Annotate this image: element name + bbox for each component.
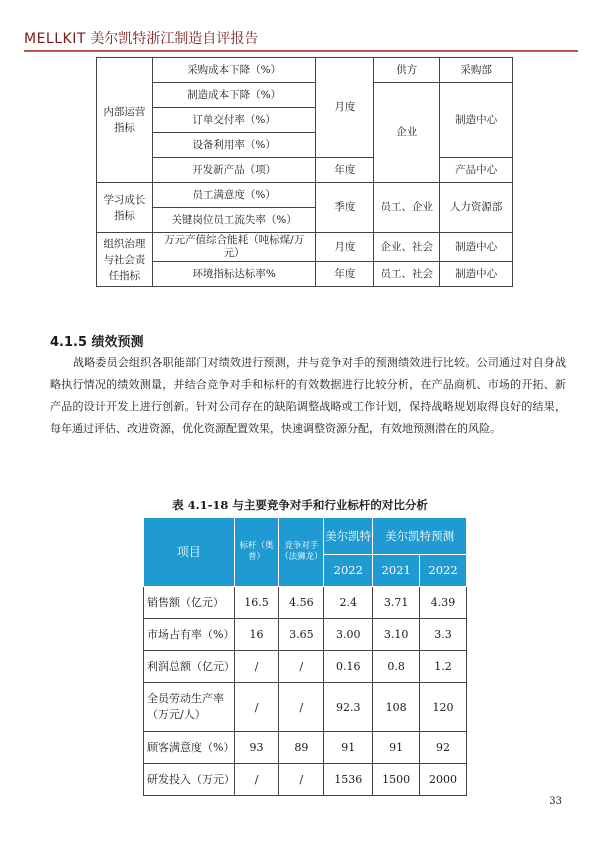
cell-forecast-2021: 3.10 <box>373 619 420 651</box>
table-row <box>144 619 467 651</box>
section-heading <box>50 331 144 350</box>
cell-company: 92.3 <box>324 683 373 732</box>
group-cell: 组织治理与社会责任指标 <box>97 233 153 287</box>
table-row <box>97 58 513 83</box>
row-item: 利润总额（亿元） <box>144 651 235 683</box>
indicator-cell: 设备利用率（%） <box>152 133 316 158</box>
period-cell: 年度 <box>316 158 374 183</box>
cell-competitor: / <box>279 683 324 732</box>
header-company-year: 2022 <box>324 555 373 587</box>
cell-company: 1536 <box>324 764 373 796</box>
indicator-table <box>96 57 513 287</box>
cell-company: 3.00 <box>324 619 373 651</box>
cell-benchmark: 93 <box>234 732 279 764</box>
comparison-table <box>143 517 467 796</box>
group-cell: 学习成长指标 <box>97 183 153 233</box>
table-row <box>144 587 467 619</box>
cell-company: 2.4 <box>324 587 373 619</box>
cell-forecast-2021: 1500 <box>373 764 420 796</box>
cell-benchmark: / <box>234 683 279 732</box>
cell-company: 0.16 <box>324 651 373 683</box>
cell-forecast-2022: 3.3 <box>420 619 467 651</box>
resp-cell: 员工、社会 <box>374 262 440 287</box>
group-cell: 内部运营指标 <box>97 58 153 183</box>
indicator-cell: 采购成本下降（%） <box>152 58 316 83</box>
cell-competitor: / <box>279 764 324 796</box>
table-row <box>144 651 467 683</box>
indicator-cell: 员工满意度（%） <box>152 183 316 208</box>
period-cell: 月度 <box>316 233 374 262</box>
resp-cell: 员工、企业 <box>374 183 440 233</box>
cell-benchmark: / <box>234 764 279 796</box>
page-header <box>24 28 258 48</box>
cell-forecast-2021: 108 <box>373 683 420 732</box>
cell-forecast-2022: 4.39 <box>420 587 467 619</box>
header-forecast: 美尔凯特预测 <box>373 518 467 555</box>
section-paragraph: 战略委员会组织各职能部门对绩效进行预测，并与竞争对手的预测绩效进行比较。公司通过对自身战略执行情况的绩效测量，并结合竞争对手和标杆的有效数据进行比较分析，在产品商机、市场的开拓、新产品的设计开发上进行创新。针对公司存在的缺陷调整战略或工作计划，保持战略规划取得良好的结果，每年通过评估、改进资源，优化资源配置效果，快速调整资源分配，有效地预测潜在的风险。 <box>50 356 566 435</box>
indicator-cell: 关键岗位员工流失率（%） <box>152 208 316 233</box>
header-title: 美尔凯特浙江制造自评报告 <box>90 31 259 47</box>
header-company: 美尔凯特 <box>324 518 373 555</box>
table-row <box>97 233 513 262</box>
cell-company: 91 <box>324 732 373 764</box>
dept-cell: 制造中心 <box>440 262 513 287</box>
cell-forecast-2022: 92 <box>420 732 467 764</box>
table-header-row <box>144 518 467 555</box>
resp-cell: 企业 <box>374 83 440 183</box>
cell-benchmark: / <box>234 651 279 683</box>
table-caption: 表 4.1-18 与主要竞争对手和行业标杆的对比分析 <box>172 498 428 512</box>
header-competitor: 竞争对手（法狮龙） <box>279 518 324 587</box>
page-number: 33 <box>549 796 562 807</box>
header-brand: MELLKIT <box>24 31 86 47</box>
table-row <box>144 764 467 796</box>
section-title: 绩效预测 <box>91 335 144 350</box>
table-row <box>97 262 513 287</box>
cell-benchmark: 16 <box>234 619 279 651</box>
cell-competitor: 3.65 <box>279 619 324 651</box>
cell-benchmark: 16.5 <box>234 587 279 619</box>
cell-competitor: 89 <box>279 732 324 764</box>
indicator-cell: 万元产值综合能耗（吨标煤/万元） <box>152 233 316 262</box>
dept-cell: 产品中心 <box>440 158 513 183</box>
cell-forecast-2022: 120 <box>420 683 467 732</box>
indicator-cell: 订单交付率（%） <box>152 108 316 133</box>
header-forecast-2021: 2021 <box>373 555 420 587</box>
indicator-cell: 开发新产品（项） <box>152 158 316 183</box>
table-row <box>97 183 513 208</box>
cell-forecast-2022: 1.2 <box>420 651 467 683</box>
header-rule <box>24 50 578 52</box>
cell-forecast-2021: 0.8 <box>373 651 420 683</box>
header-item: 项目 <box>144 518 235 587</box>
period-cell: 年度 <box>316 262 374 287</box>
dept-cell: 人力资源部 <box>440 183 513 233</box>
cell-forecast-2021: 3.71 <box>373 587 420 619</box>
header-forecast-2022: 2022 <box>420 555 467 587</box>
resp-cell: 供方 <box>374 58 440 83</box>
row-item: 顾客满意度（%） <box>144 732 235 764</box>
row-item: 全员劳动生产率（万元/人） <box>144 683 235 732</box>
section-number: 4.1.5 <box>50 335 88 350</box>
table-row <box>144 732 467 764</box>
dept-cell: 制造中心 <box>440 83 513 158</box>
period-cell: 月度 <box>316 58 374 158</box>
resp-cell: 企业、社会 <box>374 233 440 262</box>
cell-competitor: 4.56 <box>279 587 324 619</box>
row-item: 市场占有率（%） <box>144 619 235 651</box>
dept-cell: 采购部 <box>440 58 513 83</box>
cell-forecast-2021: 91 <box>373 732 420 764</box>
indicator-cell: 环境指标达标率% <box>152 262 316 287</box>
table-row <box>97 158 513 183</box>
dept-cell: 制造中心 <box>440 233 513 262</box>
table-row <box>97 83 513 108</box>
header-benchmark: 标杆（奥普） <box>234 518 279 587</box>
cell-competitor: / <box>279 651 324 683</box>
row-item: 销售额（亿元） <box>144 587 235 619</box>
period-cell: 季度 <box>316 183 374 233</box>
cell-forecast-2022: 2000 <box>420 764 467 796</box>
row-item: 研发投入（万元） <box>144 764 235 796</box>
indicator-cell: 制造成本下降（%） <box>152 83 316 108</box>
table-row <box>144 683 467 732</box>
